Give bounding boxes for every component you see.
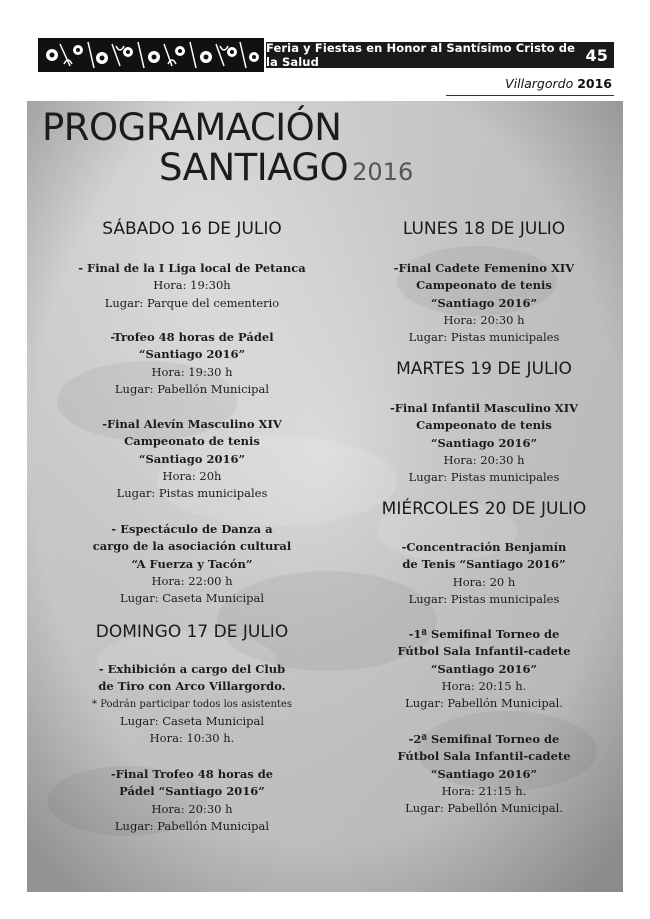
event-title: Pádel “Santiago 2016” bbox=[119, 784, 265, 799]
event-title: -Final Trofeo 48 horas de bbox=[110, 767, 274, 781]
header-town: Villargordo bbox=[505, 76, 574, 91]
event-title: -Final Infantil Masculino XIV bbox=[389, 401, 579, 415]
event-title: Fútbol Sala Infantil-cadete bbox=[397, 749, 571, 764]
header-title: Feria y Fiestas en Honor al Santísimo Cristo de la Salud bbox=[266, 41, 575, 69]
event-time: Hora: 20:30 h bbox=[443, 452, 525, 467]
poster-title-year: 2016 bbox=[352, 158, 414, 186]
event-item bbox=[57, 260, 327, 312]
event-time: Hora: 20:30 h bbox=[151, 801, 233, 816]
header-title-bar bbox=[266, 42, 614, 68]
event-time: Hora: 20:30 h bbox=[443, 312, 525, 327]
event-place: Lugar: Pistas municipales bbox=[408, 591, 560, 606]
day-heading: LUNES 18 DE JULIO bbox=[402, 219, 566, 239]
event-title: de Tenis “Santiago 2016” bbox=[402, 557, 566, 572]
header-year: 2016 bbox=[577, 76, 612, 91]
event-title: - Espectáculo de Danza a bbox=[111, 522, 273, 536]
event-title: -Final Alevín Masculino XIV bbox=[102, 417, 282, 431]
event-title: cargo de la asociación cultural bbox=[92, 539, 292, 554]
event-time: Hora: 21:15 h. bbox=[441, 783, 527, 798]
poster-title bbox=[159, 146, 413, 189]
header-divider bbox=[446, 95, 614, 96]
page-header bbox=[38, 38, 614, 72]
event-item bbox=[349, 260, 619, 346]
event-title: -Concentración Benjamín bbox=[401, 540, 567, 554]
event-title: -Trofeo 48 horas de Pádel bbox=[110, 330, 274, 344]
poster-title-line1: PROGRAMACIÓN bbox=[42, 106, 342, 149]
event-title: de Tiro con Arco Villargordo. bbox=[98, 679, 286, 694]
event-title: - Final de la I Liga local de Petanca bbox=[78, 261, 306, 275]
event-time: Hora: 22:00 h bbox=[151, 573, 233, 588]
event-place: Lugar: Caseta Municipal bbox=[119, 591, 265, 606]
event-item bbox=[349, 539, 619, 608]
event-title: “Santiago 2016” bbox=[138, 347, 246, 362]
day-heading: MARTES 19 DE JULIO bbox=[396, 359, 572, 379]
event-item bbox=[349, 626, 619, 712]
event-time: Hora: 19:30 h bbox=[151, 364, 233, 379]
event-place: Lugar: Pabellón Municipal bbox=[114, 381, 270, 396]
event-title: “Santiago 2016” bbox=[138, 451, 246, 466]
day-heading: SÁBADO 16 DE JULIO bbox=[102, 219, 282, 239]
event-item bbox=[57, 661, 327, 747]
event-title: “A Fuerza y Tacón” bbox=[131, 556, 253, 571]
event-place: Lugar: Pabellón Municipal. bbox=[405, 801, 563, 816]
event-time: Hora: 20 h bbox=[452, 574, 516, 589]
page-number: 45 bbox=[585, 45, 608, 65]
event-item bbox=[57, 521, 327, 607]
event-title: “Santiago 2016” bbox=[430, 435, 538, 450]
event-time: Hora: 19:30h bbox=[153, 278, 231, 293]
event-item bbox=[57, 329, 327, 398]
event-note: * Podrán participar todos los asistentes bbox=[92, 698, 292, 710]
header-edition bbox=[505, 76, 612, 91]
event-place: Lugar: Pabellón Municipal bbox=[114, 818, 270, 833]
event-place: Lugar: Pabellón Municipal. bbox=[405, 696, 563, 711]
event-place: Lugar: Pistas municipales bbox=[408, 330, 560, 345]
event-title: Campeonato de tenis bbox=[416, 418, 552, 433]
event-place: Lugar: Pistas municipales bbox=[408, 470, 560, 485]
event-place: Lugar: Pistas municipales bbox=[116, 486, 268, 501]
event-title: -Final Cadete Femenino XIV bbox=[393, 261, 575, 275]
event-time: Hora: 20:15 h. bbox=[441, 678, 527, 693]
event-title: “Santiago 2016” bbox=[430, 766, 538, 781]
event-title: Campeonato de tenis bbox=[416, 278, 552, 293]
day-heading: MIÉRCOLES 20 DE JULIO bbox=[381, 499, 587, 519]
event-time: Hora: 10:30 h. bbox=[149, 731, 235, 746]
event-place: Lugar: Parque del cementerio bbox=[104, 295, 280, 310]
day-heading: DOMINGO 17 DE JULIO bbox=[95, 622, 289, 642]
event-item bbox=[349, 400, 619, 486]
event-item bbox=[349, 731, 619, 817]
event-title: “Santiago 2016” bbox=[430, 295, 538, 310]
event-item bbox=[57, 416, 327, 502]
event-title: - Exhibición a cargo del Club bbox=[98, 662, 286, 676]
ornament-border-icon bbox=[38, 38, 264, 72]
event-title: “Santiago 2016” bbox=[430, 661, 538, 676]
event-time: Hora: 20h bbox=[162, 468, 222, 483]
poster-title-line2: SANTIAGO bbox=[159, 146, 349, 189]
event-title: -1ª Semifinal Torneo de bbox=[408, 627, 560, 641]
event-title: Fútbol Sala Infantil-cadete bbox=[397, 644, 571, 659]
event-place: Lugar: Caseta Municipal bbox=[119, 713, 265, 728]
event-title: Campeonato de tenis bbox=[124, 434, 260, 449]
program-poster bbox=[27, 101, 623, 892]
event-title: -2ª Semifinal Torneo de bbox=[408, 732, 560, 746]
event-item bbox=[57, 766, 327, 835]
